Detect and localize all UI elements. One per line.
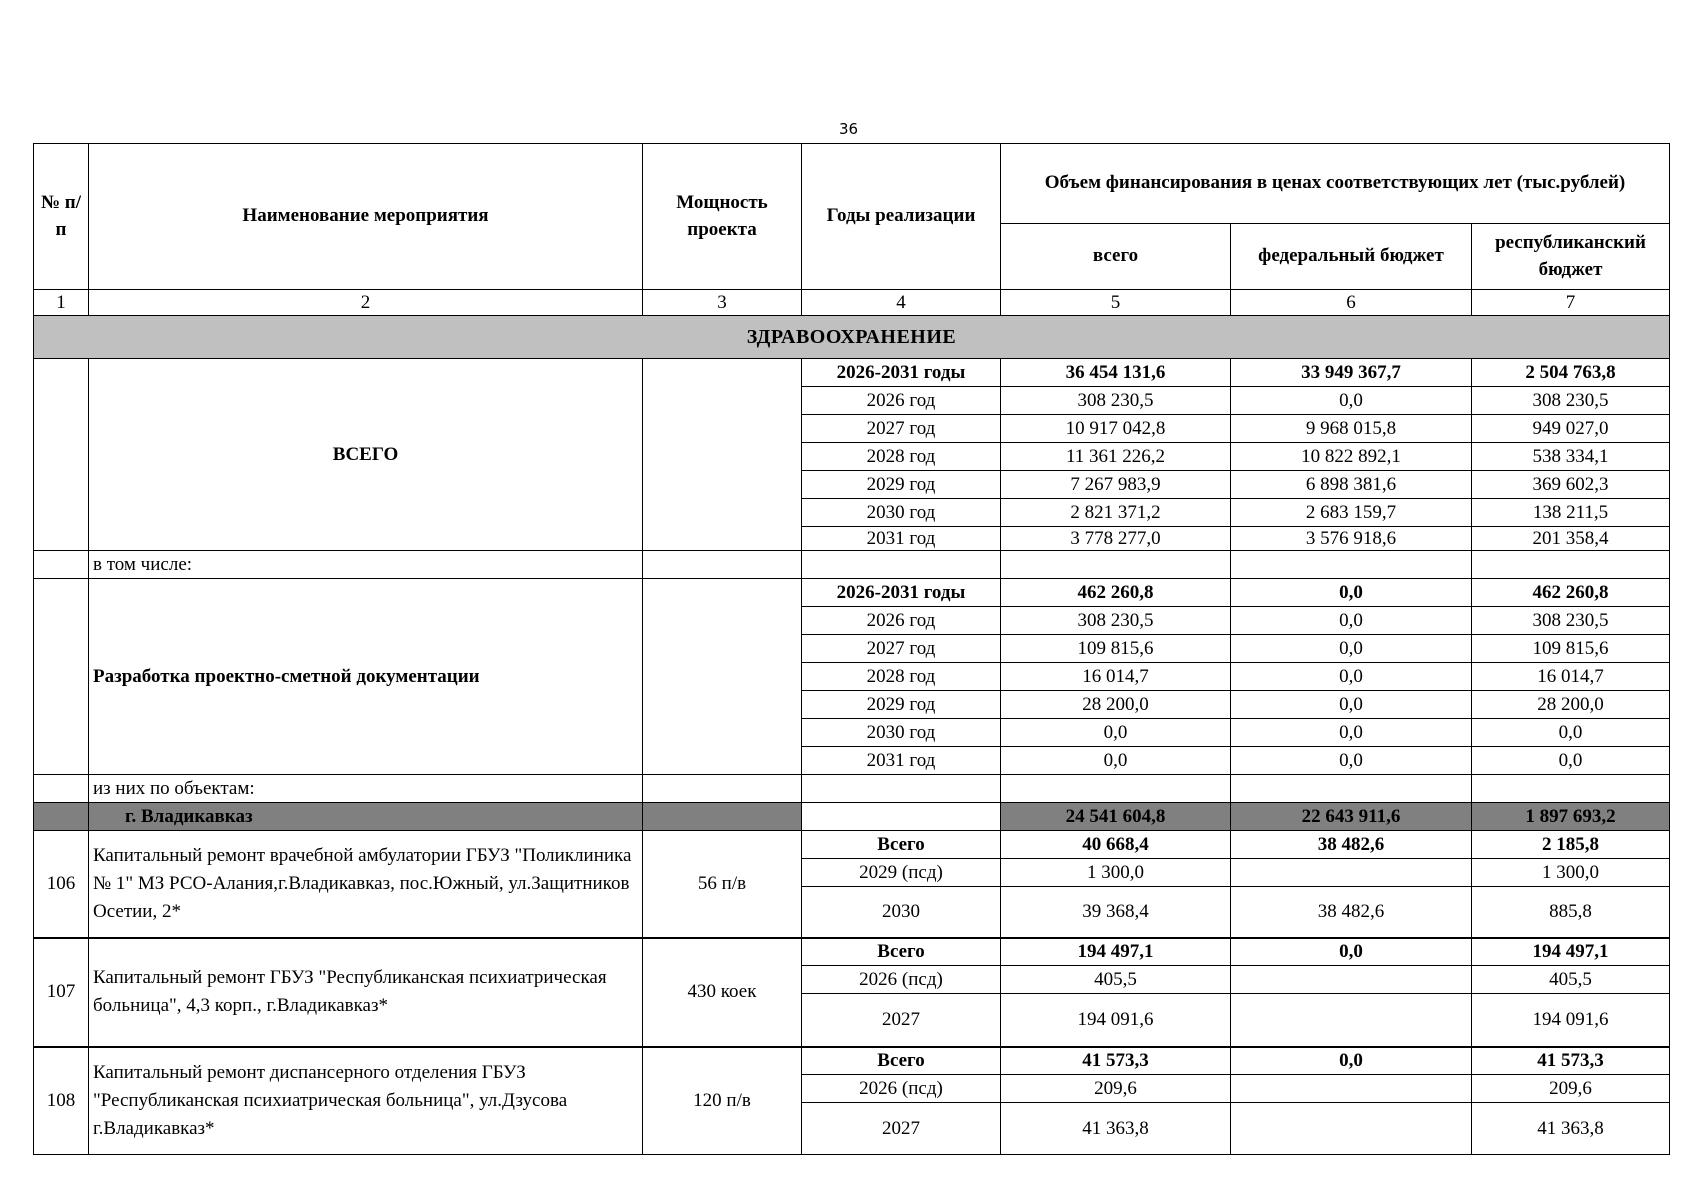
republic-cell: 2 504 763,8 [1472,359,1670,387]
row-num [34,775,89,803]
total-cell: 41 363,8 [1001,1103,1231,1155]
row-num [34,803,89,831]
col-number: 1 [34,290,89,316]
header-row-1 [34,144,1670,224]
including-label: в том числе: [89,551,643,579]
federal-cell [1231,966,1472,994]
year-cell [802,803,1001,831]
federal-cell: 38 482,6 [1231,831,1472,859]
year-cell [802,775,1001,803]
year-cell: 2031 год [802,747,1001,775]
republic-cell: 885,8 [1472,887,1670,938]
total-cell: 0,0 [1001,719,1231,747]
city-republic: 1 897 693,2 [1472,803,1670,831]
federal-cell: 0,0 [1231,635,1472,663]
row-num [34,551,89,579]
federal-cell: 0,0 [1231,607,1472,635]
federal-cell: 6 898 381,6 [1231,471,1472,499]
col-number: 7 [1472,290,1670,316]
republic-cell: 109 815,6 [1472,635,1670,663]
header-name: Наименование мероприятия [89,144,643,290]
year-cell [802,551,1001,579]
row-num [34,359,89,551]
header-federal: федеральный бюджет [1231,224,1472,290]
federal-cell: 2 683 159,7 [1231,499,1472,527]
federal-cell [1231,551,1472,579]
total-cell: 36 454 131,6 [1001,359,1231,387]
row-capacity [643,775,802,803]
table-row [34,775,1670,803]
federal-cell [1231,1103,1472,1155]
republic-cell: 194 497,1 [1472,938,1670,966]
year-cell: 2026 (псд) [802,966,1001,994]
total-cell: 462 260,8 [1001,579,1231,607]
republic-cell: 308 230,5 [1472,607,1670,635]
objects-label: из них по объектам: [89,775,643,803]
project-num: 107 [34,938,89,1047]
row-capacity [643,579,802,775]
total-cell: 209,6 [1001,1075,1231,1103]
republic-cell: 0,0 [1472,719,1670,747]
col-number: 4 [802,290,1001,316]
project-num: 108 [34,1047,89,1155]
year-cell: 2027 [802,994,1001,1047]
total-cell: 308 230,5 [1001,387,1231,415]
federal-cell: 3 576 918,6 [1231,527,1472,551]
republic-cell [1472,551,1670,579]
project-capacity: 430 коек [643,938,802,1047]
year-cell: 2028 год [802,663,1001,691]
row-capacity [643,803,802,831]
col-number: 6 [1231,290,1472,316]
year-cell: 2030 год [802,499,1001,527]
total-label: ВСЕГО [89,359,643,551]
republic-cell: 41 573,3 [1472,1047,1670,1075]
year-cell: 2027 год [802,635,1001,663]
federal-cell: 0,0 [1231,387,1472,415]
year-cell: 2029 год [802,471,1001,499]
year-cell: 2029 год [802,691,1001,719]
year-cell: 2030 год [802,719,1001,747]
federal-cell: 10 822 892,1 [1231,443,1472,471]
city-total: 24 541 604,8 [1001,803,1231,831]
federal-cell: 38 482,6 [1231,887,1472,938]
row-num [34,579,89,775]
table-row [34,938,1670,966]
year-cell: 2027 год [802,415,1001,443]
federal-cell: 0,0 [1231,663,1472,691]
project-num: 106 [34,831,89,938]
total-cell: 41 573,3 [1001,1047,1231,1075]
total-cell: 308 230,5 [1001,607,1231,635]
total-cell: 194 497,1 [1001,938,1231,966]
federal-cell: 0,0 [1231,747,1472,775]
republic-cell [1472,775,1670,803]
federal-cell [1231,775,1472,803]
republic-cell: 138 211,5 [1472,499,1670,527]
total-cell: 11 361 226,2 [1001,443,1231,471]
header-republic: республиканский бюджет [1472,224,1670,290]
republic-cell: 308 230,5 [1472,387,1670,415]
republic-cell: 462 260,8 [1472,579,1670,607]
section-title: ЗДРАВООХРАНЕНИЕ [34,316,1670,359]
total-cell: 7 267 983,9 [1001,471,1231,499]
federal-cell: 0,0 [1231,719,1472,747]
year-cell: Всего [802,938,1001,966]
design-label: Разработка проектно-сметной документации [89,579,643,775]
table-row [34,551,1670,579]
federal-cell: 33 949 367,7 [1231,359,1472,387]
federal-cell: 0,0 [1231,1047,1472,1075]
page-number: 36 [838,120,859,138]
table-row [34,831,1670,859]
republic-cell: 201 358,4 [1472,527,1670,551]
federal-cell [1231,859,1472,887]
federal-cell: 0,0 [1231,579,1472,607]
total-cell: 16 014,7 [1001,663,1231,691]
year-cell: Всего [802,1047,1001,1075]
project-name: Капитальный ремонт диспансерного отделения ГБУЗ "Республиканская психиатрическая больница", ул.Дзусова г.Владикавказ* [89,1047,643,1155]
republic-cell: 2 185,8 [1472,831,1670,859]
header-num: № п/п [34,144,89,290]
header-total: всего [1001,224,1231,290]
year-cell: 2026-2031 годы [802,579,1001,607]
year-cell: 2030 [802,887,1001,938]
total-cell: 40 668,4 [1001,831,1231,859]
total-cell [1001,551,1231,579]
project-name: Капитальный ремонт врачебной амбулатории ГБУЗ "Поликлиника № 1" МЗ РСО-Алания,г.Владикавказ, пос.Южный, ул.Защитников Осетии, 2* [89,831,643,938]
republic-cell: 1 300,0 [1472,859,1670,887]
header-capacity: Мощность проекта [643,144,802,290]
federal-cell [1231,1075,1472,1103]
federal-cell [1231,994,1472,1047]
total-cell: 39 368,4 [1001,887,1231,938]
table-row [34,579,1670,607]
table-row [34,1047,1670,1075]
project-name: Капитальный ремонт ГБУЗ "Республиканская психиатрическая больница", 4,3 корп., г.Владикавказ* [89,938,643,1047]
city-federal: 22 643 911,6 [1231,803,1472,831]
federal-cell: 9 968 015,8 [1231,415,1472,443]
year-cell: 2027 [802,1103,1001,1155]
funding-table [33,143,1670,1155]
project-capacity: 120 п/в [643,1047,802,1155]
republic-cell: 369 602,3 [1472,471,1670,499]
col-number: 3 [643,290,802,316]
year-cell: 2026 год [802,387,1001,415]
row-capacity [643,359,802,551]
section-row [34,316,1670,359]
project-capacity: 56 п/в [643,831,802,938]
republic-cell: 949 027,0 [1472,415,1670,443]
year-cell: 2026 год [802,607,1001,635]
header-funding: Объем финансирования в ценах соответствующих лет (тыс.рублей) [1001,144,1670,224]
republic-cell: 28 200,0 [1472,691,1670,719]
total-cell: 0,0 [1001,747,1231,775]
republic-cell: 16 014,7 [1472,663,1670,691]
year-cell: 2029 (псд) [802,859,1001,887]
total-cell: 10 917 042,8 [1001,415,1231,443]
republic-cell: 405,5 [1472,966,1670,994]
city-row [34,803,1670,831]
year-cell: 2026 (псд) [802,1075,1001,1103]
total-cell: 194 091,6 [1001,994,1231,1047]
total-cell [1001,775,1231,803]
total-cell: 405,5 [1001,966,1231,994]
year-cell: Всего [802,831,1001,859]
total-cell: 28 200,0 [1001,691,1231,719]
total-cell: 2 821 371,2 [1001,499,1231,527]
republic-cell: 209,6 [1472,1075,1670,1103]
row-capacity [643,551,802,579]
col-number: 2 [89,290,643,316]
total-cell: 109 815,6 [1001,635,1231,663]
republic-cell: 0,0 [1472,747,1670,775]
republic-cell: 41 363,8 [1472,1103,1670,1155]
total-cell: 3 778 277,0 [1001,527,1231,551]
year-cell: 2031 год [802,527,1001,551]
header-years: Годы реализации [802,144,1001,290]
republic-cell: 194 091,6 [1472,994,1670,1047]
year-cell: 2028 год [802,443,1001,471]
republic-cell: 538 334,1 [1472,443,1670,471]
column-numbers-row [34,290,1670,316]
year-cell: 2026-2031 годы [802,359,1001,387]
col-number: 5 [1001,290,1231,316]
federal-cell: 0,0 [1231,691,1472,719]
table-row [34,359,1670,387]
city-name: г. Владикавказ [89,803,643,831]
total-cell: 1 300,0 [1001,859,1231,887]
federal-cell: 0,0 [1231,938,1472,966]
